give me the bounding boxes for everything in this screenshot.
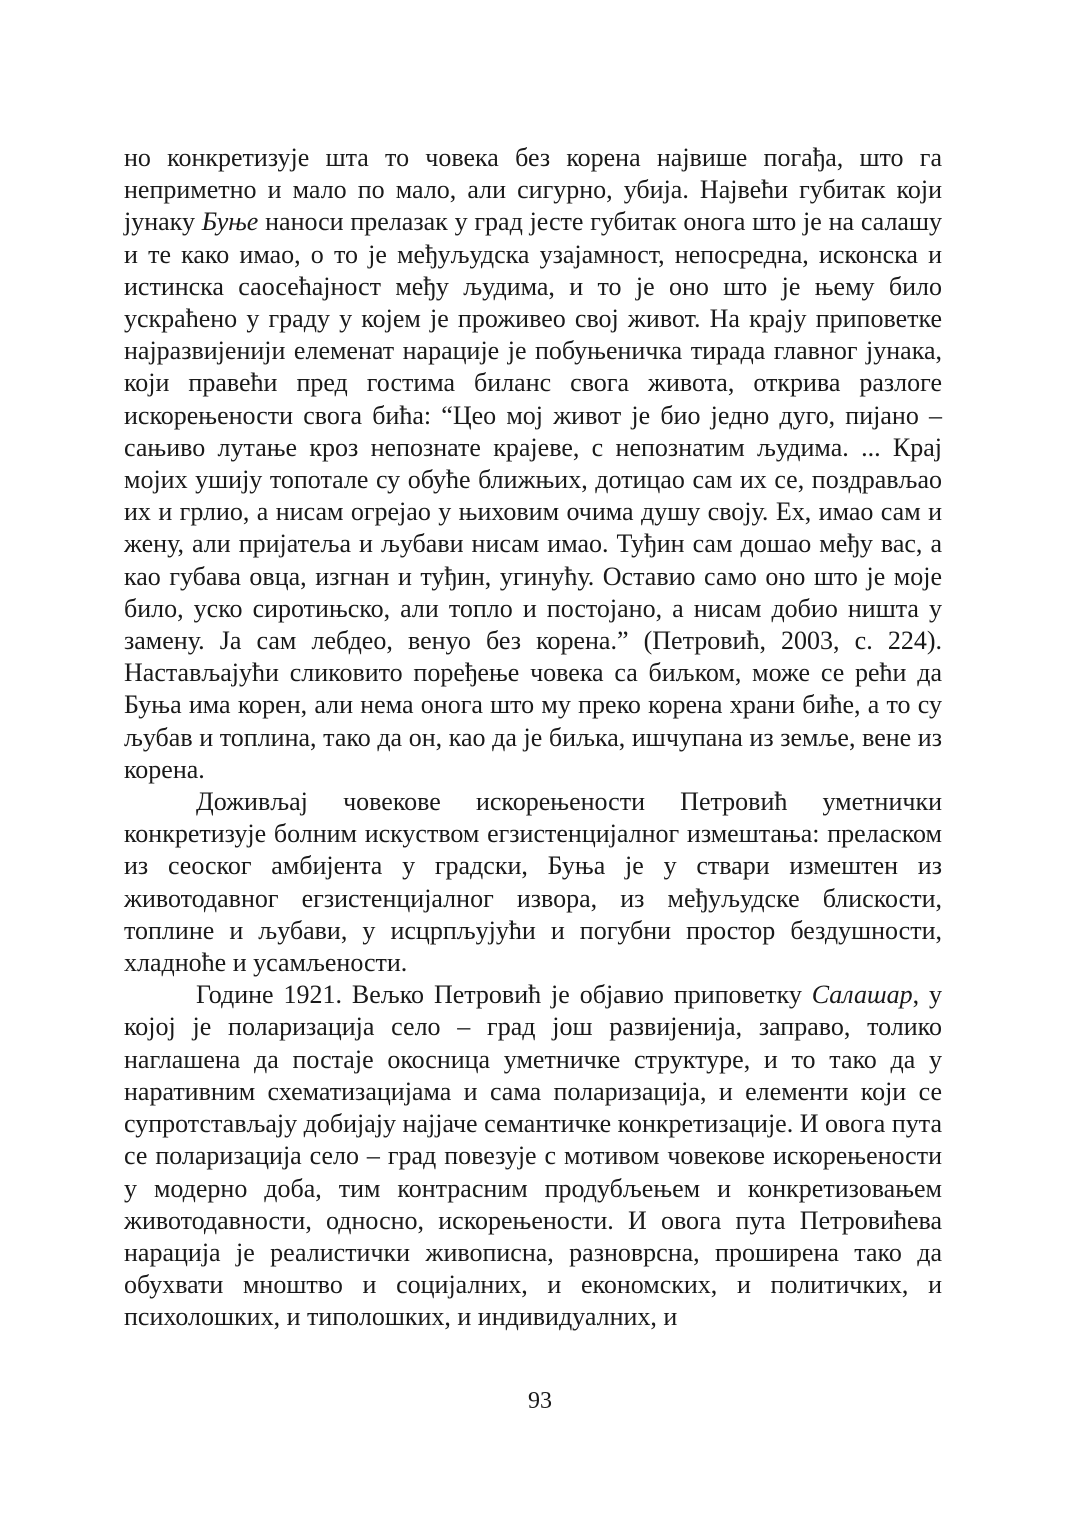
paragraph-3-italic-title: Салашар bbox=[811, 980, 913, 1010]
paragraph-1-text-a: но конкретизује шта то човека без корена највише погађа, што га неприметно и мало по мало, али сигурно, убија. Највећи губитак који јунаку bbox=[124, 143, 942, 237]
paragraph-2 bbox=[124, 786, 942, 979]
paragraph-3 bbox=[124, 979, 942, 1333]
paragraph-2-text: Доживљај човекове искорењености Петровић уметнички конкретизује болним искуством егзистенцијалног измештања: преласком из сеоског амбијента у градски, Буња је у ствари измештен из животодавног егзистенцијалног извора, из међуљудске блискости, топлине и љубави, у исцрпљујући и погубни простор бездушности, хладноће и усамљености. bbox=[124, 787, 942, 978]
paragraph-1-text-b: наноси прелазак у град јесте губитак онога што је на салашу и те како имао, о то је међуљудска узајамност, непосредна, исконска и истинска саосећајност међу људима, и то је оно што је њему било ускраћено у граду у којем је проживео свој живот. На крају приповетке најразвијенији елеменат нарације је побуњеничка тирада главног јунака, који правећи пред гостима биланс свога живота, открива разлоге искорењености свога бића: “Цео мој живот је био једно дуго, пијано – сањиво лутање кроз непознате крајеве, с непознатим људима. ... Крај мојих ушију топотале су обуће ближњих, дотицао сам их се, поздрављао их и грлио, а нисам огрејао у њиховим очима душу своју. Ех, имао сам и жену, али пријатеља и љубави нисам имао. Туђин сам дошао међу вас, а као губава овца, изгнан и туђин, угинућу. Оставио само оно што је моје било, уско сиротињско, али топло и постојано, а нисам добио ништа у замену. Ја сам лебдео, венуо без корена.” (Петровић, 2003, с. 224). Настављајући сликовито поређење човека са биљком, може се рећи да Буња има корен, али нема онога што му преко корена храни биће, а то су љубав и топлина, тако да он, као да је биљка, ишчупана из земље, вене из корена. bbox=[124, 207, 942, 784]
paragraph-3-text-b: , у којој је поларизација село – град још развијенија, заправо, толико наглашена да постаје окосница уметничке структуре, и то тако да у наративним схематизацијама и сама поларизација, и елементи који се супротстављају добијају најјаче семантичке конкретизације. И овога пута се поларизација село – град повезује с мотивом човекове искорењености у модерно доба, тим контрасним продубљењем и конкретизовањем животодавности, односно, искорењености. И овога пута Петровићева нарација је реалистички живописна, разноврсна, проширена тако да обухвати мноштво и социјалних, и економских, и политичких, и психолошких, и типолошких, и индивидуалних, и bbox=[124, 980, 943, 1332]
paragraph-1-italic-title: Буње bbox=[201, 207, 259, 237]
page-body bbox=[124, 142, 942, 1334]
paragraph-3-text-a: Године 1921. Вељко Петровић је објавио приповетку bbox=[196, 980, 812, 1010]
page-number: 93 bbox=[528, 1388, 552, 1414]
paragraph-1 bbox=[124, 142, 942, 786]
